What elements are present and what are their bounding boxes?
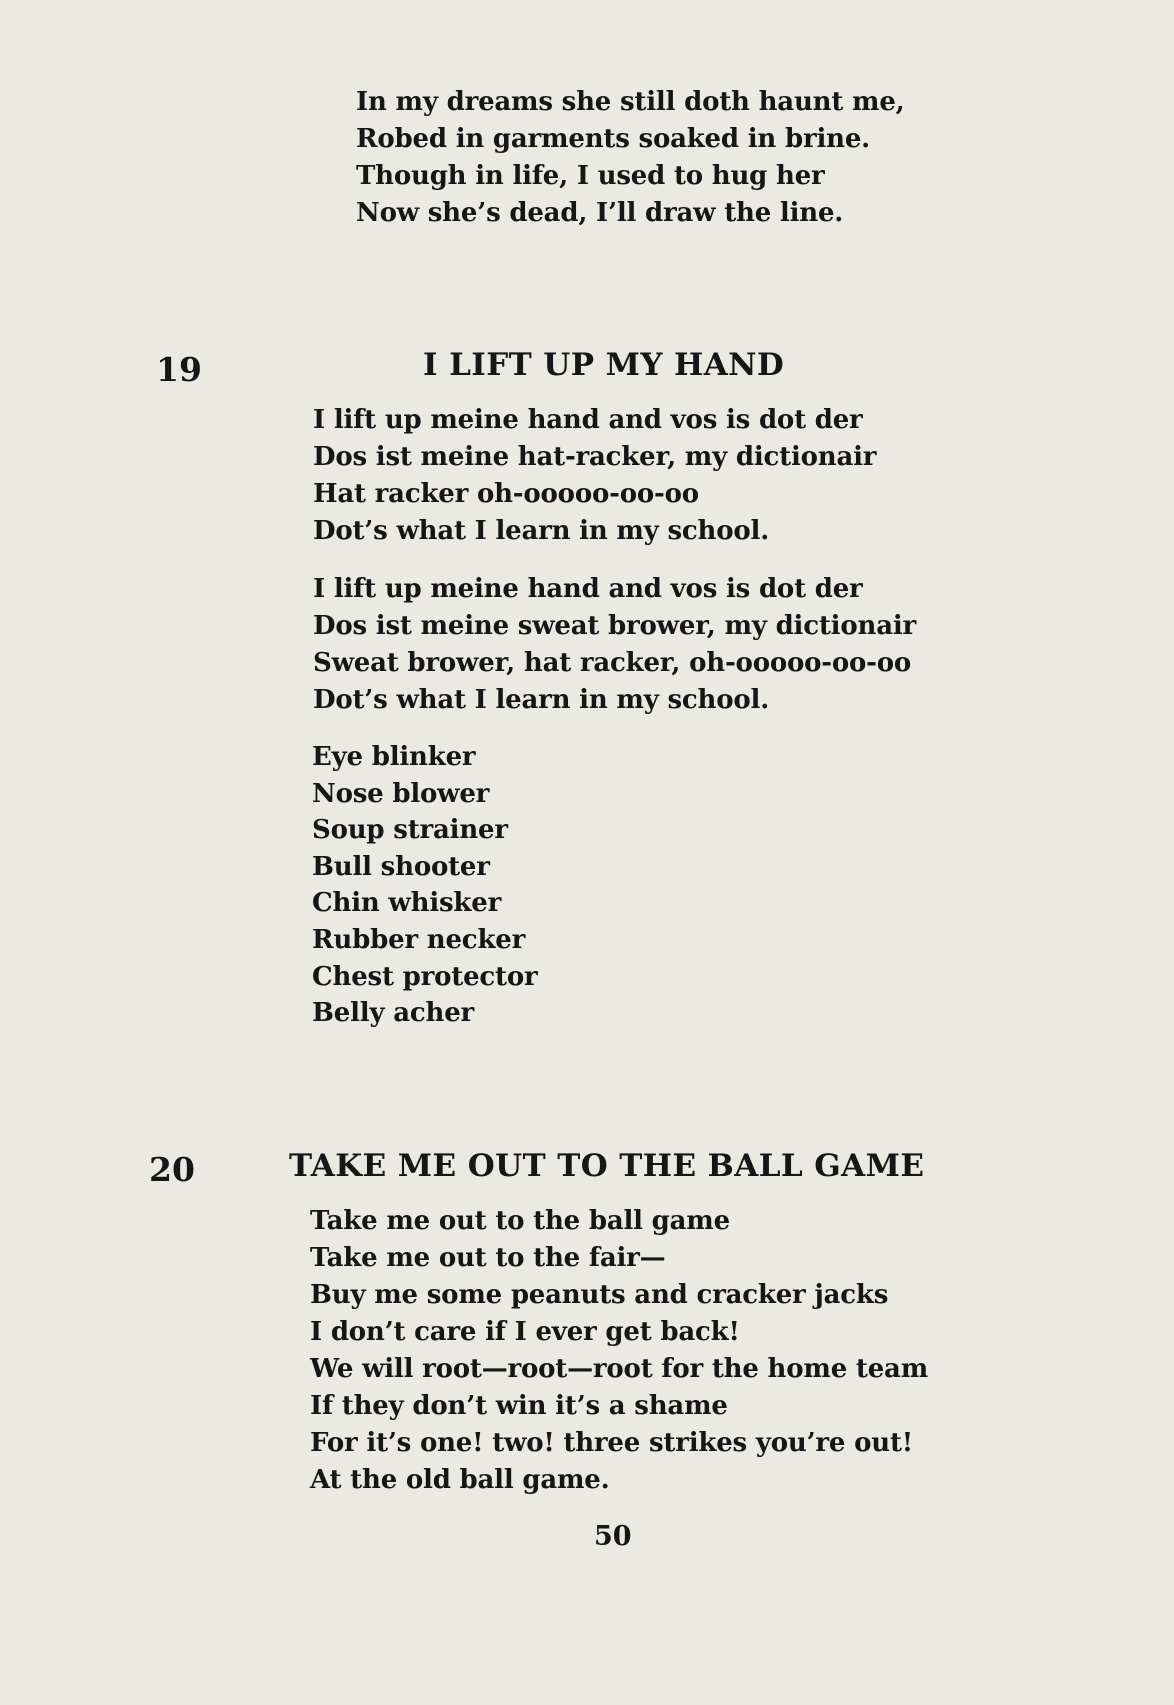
song-title: TAKE ME OUT TO THE BALL GAME bbox=[289, 1148, 925, 1184]
list-item: Eye blinker bbox=[312, 742, 476, 772]
song-title: I LIFT UP MY HAND bbox=[423, 347, 785, 383]
verse-line: Take me out to the ball game bbox=[310, 1206, 730, 1236]
verse-line: Dos ist meine hat-racker, my dictionair bbox=[313, 442, 877, 472]
verse-line: Take me out to the fair— bbox=[310, 1243, 666, 1273]
list-item: Nose blower bbox=[312, 779, 490, 809]
list-item: Belly acher bbox=[312, 998, 475, 1028]
list-item: Soup strainer bbox=[312, 815, 508, 845]
verse-line: Now she’s dead, I’ll draw the line. bbox=[356, 198, 844, 228]
verse-line: I don’t care if I ever get back! bbox=[310, 1317, 740, 1347]
verse-line: For it’s one! two! three strikes you’re out! bbox=[310, 1428, 913, 1458]
verse-line: Though in life, I used to hug her bbox=[356, 161, 825, 191]
verse-line: Dot’s what I learn in my school. bbox=[313, 685, 770, 715]
list-item: Chin whisker bbox=[312, 888, 502, 918]
verse-line: In my dreams she still doth haunt me, bbox=[356, 87, 905, 117]
list-item: Bull shooter bbox=[312, 852, 490, 882]
verse-line: I lift up meine hand and vos is dot der bbox=[313, 574, 863, 604]
page-number: 50 bbox=[594, 1521, 632, 1552]
song-number: 19 bbox=[156, 350, 202, 389]
verse-line: I lift up meine hand and vos is dot der bbox=[313, 405, 863, 435]
verse-line: Dos ist meine sweat brower, my dictionair bbox=[313, 611, 917, 641]
verse-line: Dot’s what I learn in my school. bbox=[313, 516, 770, 546]
verse-line: Buy me some peanuts and cracker jacks bbox=[310, 1280, 889, 1310]
verse-line: Sweat brower, hat racker, oh-ooooo-oo-oo bbox=[313, 648, 912, 678]
list-item: Rubber necker bbox=[312, 925, 526, 955]
song-number: 20 bbox=[149, 1150, 195, 1189]
verse-line: We will root—root—root for the home team bbox=[310, 1354, 929, 1384]
list-item: Chest protector bbox=[312, 962, 538, 992]
verse-line: At the old ball game. bbox=[310, 1465, 610, 1495]
verse-line: If they don’t win it’s a shame bbox=[310, 1391, 728, 1421]
verse-line: Hat racker oh-ooooo-oo-oo bbox=[313, 479, 699, 509]
verse-line: Robed in garments soaked in brine. bbox=[356, 124, 871, 154]
